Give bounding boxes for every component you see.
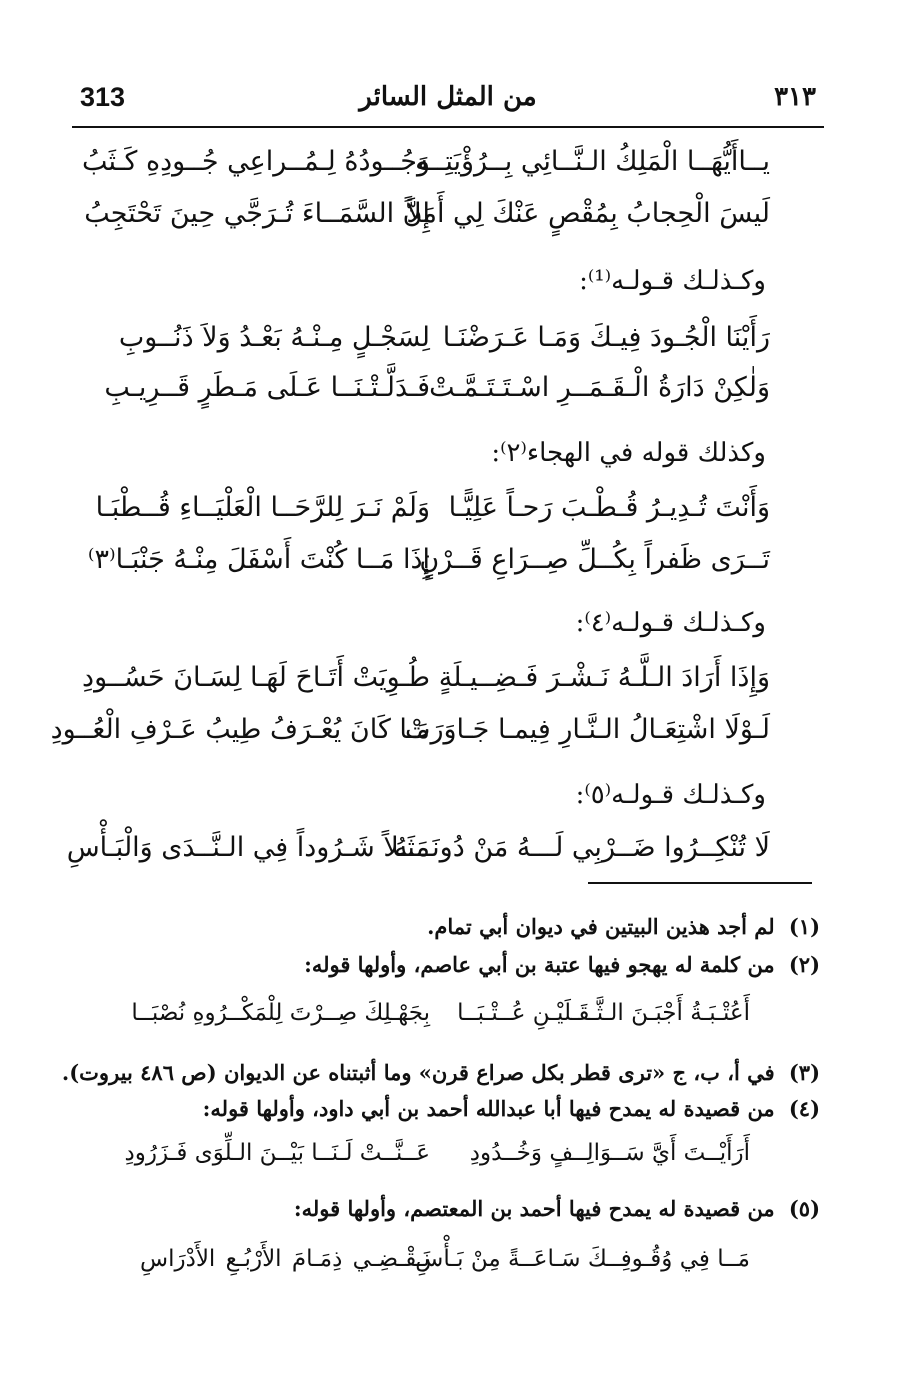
verse-second-hemistich: وَلَمْ نَـرَ لِلرَّحَــا الْعَلْيَــاءِ قُــطْبَـا <box>95 492 430 523</box>
page-number-latin: 313 <box>80 82 126 112</box>
verse-line <box>82 662 770 706</box>
verse-intro: وكـذلـك قـولـه⁽٤⁾: <box>575 608 766 638</box>
footnote-number: (٥) <box>788 1196 820 1221</box>
verse-first-hemistich: وَإِذَا أَرَادَ الـلَّـهُ نَـشْـرَ فَـضِــيـلَةٍ <box>438 662 770 693</box>
footnote-verse <box>131 1000 750 1036</box>
verse-line <box>120 322 770 366</box>
verse-first-hemistich: مَــا فِي وُقُـوفِــكَ سَـاعَــةً مِنْ بَـأْسِ <box>415 1246 750 1272</box>
footnote-number: (٣) <box>788 1060 820 1085</box>
verse-second-hemistich: إِذَا مَــا كُنْتَ أَسْفَلَ مِنْـهُ جَنْبَـا⁽٣⁾ <box>87 544 430 575</box>
footnote <box>120 1196 820 1221</box>
verse-line <box>50 714 770 758</box>
footnote-number: (١) <box>788 914 820 939</box>
verse-line <box>81 146 770 190</box>
footnote-text: من قصيدة له يمدح فيها أحمد بن المعتصم، وأولها قوله: <box>293 1196 775 1221</box>
verse-second-hemistich: نَـقْـضِـي ذِمَـامَ الأَرْبُـعِ الأَدْرَاسِ <box>140 1246 430 1272</box>
footnote <box>120 1096 820 1121</box>
verse-second-hemistich: طُـوِيَتْ أَتَـاحَ لَهَـا لِسَـانَ حَسُــودِ <box>82 662 430 693</box>
footnote-text: في أ، ب، ج «ترى قطر بكل صراع قرن» وما أثبتناه عن الديوان (ص ٤٨٦ بيروت). <box>61 1060 775 1085</box>
footnote-number: (٢) <box>788 952 820 977</box>
verse-first-hemistich: أَرَأَيْــتَ أَيَّ سَــوَالِــفٍ وَخُــدُودِ <box>469 1140 750 1166</box>
running-title: من المثل السائر <box>359 82 537 112</box>
verse-intro: وكـذلـك قـولـه⁽٥⁾: <box>575 780 766 810</box>
verse-second-hemistich: وَجُــودُهُ لِـمُــراعِي جُــودِهِ كَـثَبُ <box>81 146 430 177</box>
verse-first-hemistich: أَعُتْـبَـةُ أَجْبَـنَ الـثَّـقَـلَيْـنِ عُــتْـبَــا <box>457 1000 750 1026</box>
verse-first-hemistich: لَـوْلَا اشْتِعَـالُ الـنَّـارِ فِيمـا جَـاوَرَتْ <box>405 714 770 745</box>
verse-first-hemistich: وَأَنْتَ تُـدِيـرُ قُـطْـبَ رَحـاً عَلِيًّـا <box>448 492 770 523</box>
verse-second-hemistich: مَثَـلاً شَـرُوداً فِي الـنَّــدَى وَالْبَـأْسِ <box>66 832 430 863</box>
verse-line <box>66 832 770 876</box>
footnote <box>120 952 820 977</box>
footnote-text: من كلمة له يهجو فيها عتبة بن أبي عاصم، وأولها قوله: <box>304 952 775 977</box>
verse-second-hemistich: عَــنَّــتْ لَـنَــا بَيْــنَ الـلِّوَى فَـزَرُودِ <box>124 1140 430 1166</box>
verse-first-hemistich: تَــرَى ظَفراً بِكُــلِّ صِــرَاعِ قَــرْنٍ <box>419 544 770 575</box>
verse-first-hemistich: رَأَيْنَا الْجُـودَ فِيـكَ وَمَـا عَـرَضْنَـا <box>442 322 770 353</box>
footnote <box>120 914 820 939</box>
verse-second-hemistich: فَـدَلَّـتْـنَــا عَـلَى مَـطَرٍ قَــرِيـبِ <box>104 372 430 403</box>
verse-second-hemistich: لِسَجْـلٍ مِـنْـهُ بَعْـدُ وَلاَ ذَنُــوبِ <box>118 322 430 353</box>
verse-intro: وكذلك قوله في الهجاء⁽٢⁾: <box>491 438 766 468</box>
verse-second-hemistich: إِنَّ السَّمَــاءَ تُـرَجَّي حِينَ تَحْتَجِبُ <box>84 198 430 229</box>
verse-line <box>104 372 770 416</box>
footnote-text: من قصيدة له يمدح فيها أبا عبدالله أحمد بن أبي داود، وأولها قوله: <box>202 1096 775 1121</box>
verse-line <box>87 544 770 588</box>
verse-second-hemistich: مَـا كَانَ يُعْـرَفُ طِيبُ عَـرْفِ الْعُــودِ <box>50 714 430 745</box>
footnote-verse <box>140 1246 750 1282</box>
footnote <box>61 1060 820 1085</box>
verse-line <box>84 198 770 242</box>
page-header <box>72 80 824 128</box>
verse-line <box>95 492 770 536</box>
verse-first-hemistich: لَا تُنْكِــرُوا ضَــرْبِي لَـــهُ مَنْ دُونَـــهُ <box>393 832 770 863</box>
verse-intro: وكـذلـك قـولـه⁽¹⁾: <box>579 266 766 296</box>
verse-first-hemistich: يــاأَيُّهَــا الْمَلِكُ الـنَّــائِي بِــرُؤْيَتِــهِ <box>415 146 770 177</box>
page-number-arabic: ٣١٣ <box>774 82 816 112</box>
verse-first-hemistich: وَلٰكِنْ دَارَةُ الْـقَـمَــرِ اسْـتَـتَـمَّـتْ <box>429 372 770 403</box>
footnote-number: (٤) <box>788 1096 820 1121</box>
footnote-verse <box>124 1140 750 1176</box>
footnote-text: لم أجد هذين البيتين في ديوان أبي تمام. <box>427 914 775 939</box>
verse-second-hemistich: بِجَهْـلِكَ صِــرْتَ لِلْمَكْــرُوهِ نُصْبَــا <box>131 1000 430 1026</box>
verse-first-hemistich: لَيسَ الْحِجابُ بِمُقْصٍ عَنْكَ لِي أَمَلاً <box>406 198 770 229</box>
footnote-separator <box>588 882 812 884</box>
